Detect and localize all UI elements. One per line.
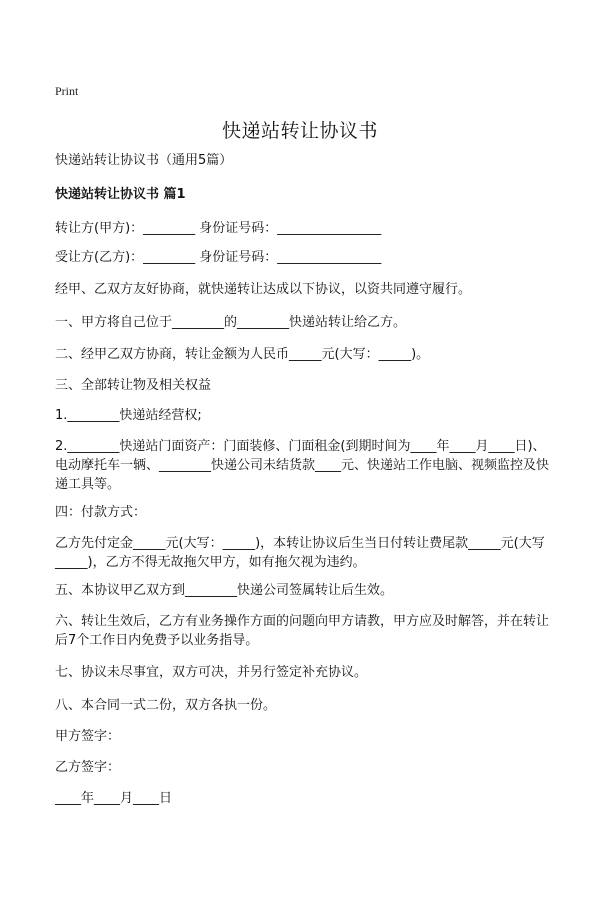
clause-6: 六、转让生效后，乙方有业务操作方面的问题向甲方请教，甲方应及时解答，并在转让后7个工作日内免费予以业务指导。	[55, 614, 550, 648]
signature-date: ____年____月____日	[55, 791, 173, 806]
clause-7: 七、协议未尽事宜，双方可决，并另行签定补充协议。	[55, 665, 368, 680]
print-label: Print	[55, 84, 79, 98]
clause-3-item-1: 1.________快递站经营权;	[55, 408, 202, 423]
agreement-intro: 经甲、乙双方友好协商，就快递转让达成以下协议，以资共同遵守履行。	[55, 282, 472, 297]
clause-3: 三、全部转让物及相关权益	[55, 378, 212, 393]
section-heading: 快递站转让协议书 篇1	[55, 187, 186, 202]
clause-4-detail: 乙方先付定金_____元(大写：_____)，本转让协议后生当日付转让费尾款_____元(大写_____)，乙方不得无故拖欠甲方，如有拖欠视为违约。	[55, 536, 545, 570]
clause-4: 四：付款方式：	[55, 505, 147, 520]
clause-1: 一、甲方将自己位于________的________快递站转让给乙方。	[55, 315, 407, 330]
document-subtitle: 快递站转让协议书（通用5篇）	[55, 153, 233, 168]
transferor-line: 转让方(甲方)：________ 身份证号码：________________	[55, 221, 382, 236]
document-title: 快递站转让协议书	[221, 120, 378, 142]
clause-8: 八、本合同一式二份，双方各执一份。	[55, 698, 277, 713]
party-a-signature: 甲方签字：	[55, 729, 121, 744]
transferee-line: 受让方(乙方)：________ 身份证号码：________________	[55, 250, 382, 265]
clause-3-item-2: 2.________快递站门面资产：门面装修、门面租金(到期时间为____年____月____日)、电动摩托车一辆、________快递公司未结货款____元、快递站工作电脑、视频监控及快递工具等。	[55, 439, 550, 492]
clause-2: 二、经甲乙双方协商，转让金额为人民币_____元(大写：_____)。	[55, 347, 430, 362]
clause-5: 五、本协议甲乙双方到________快递公司签属转让后生效。	[55, 583, 394, 598]
party-b-signature: 乙方签字：	[55, 760, 121, 775]
